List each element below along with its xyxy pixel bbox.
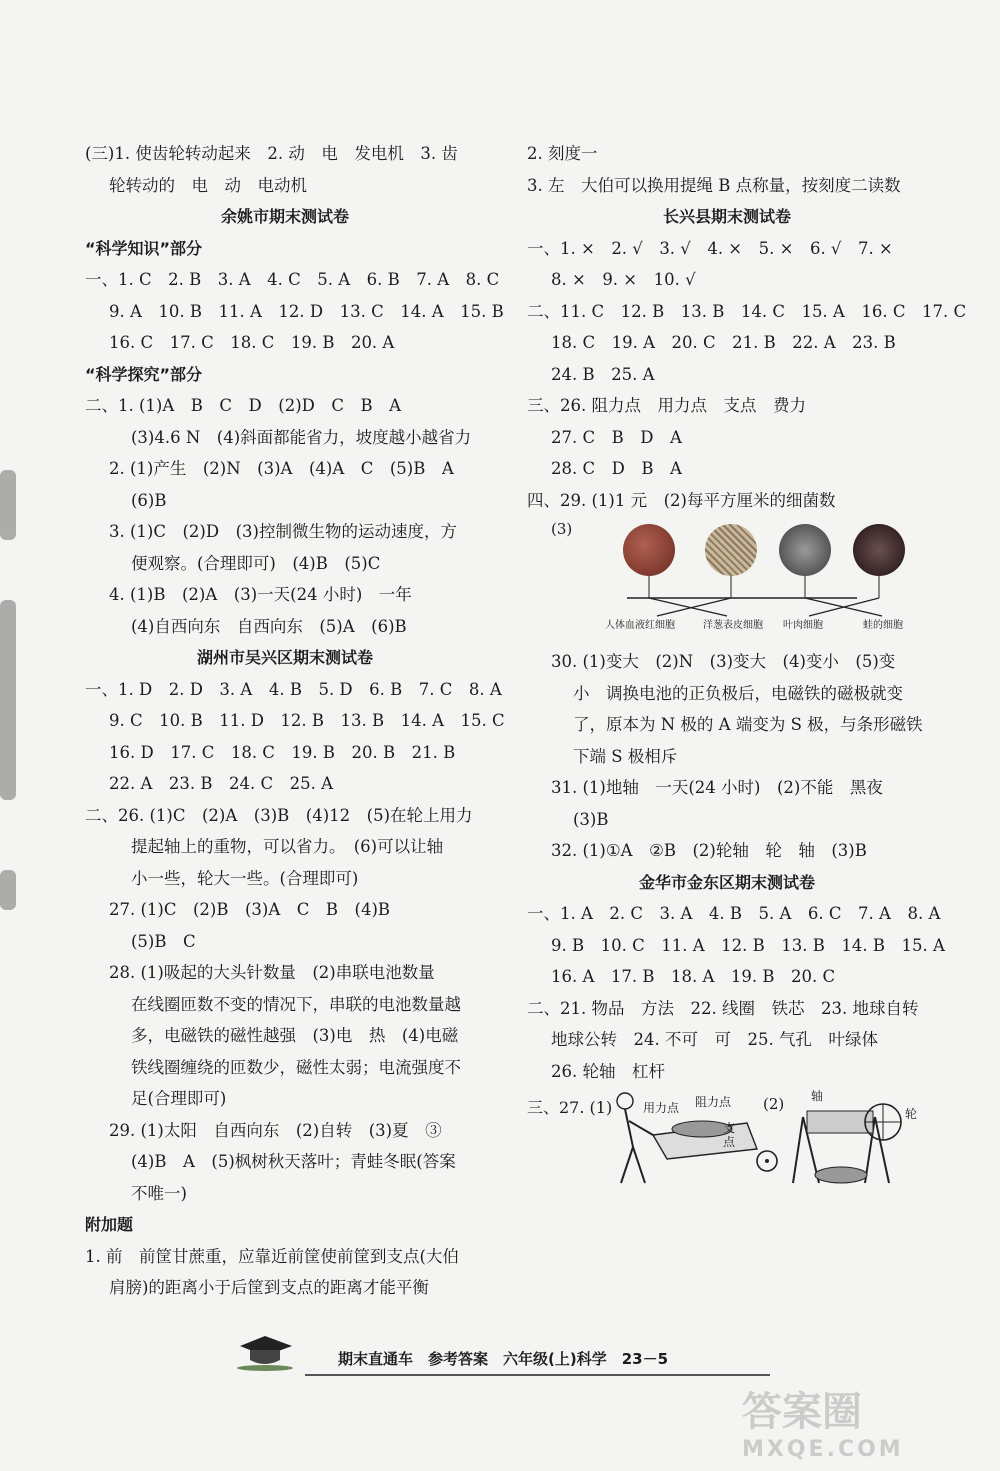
right-answer-line: 16. A 17. B 18. A 19. B 20. C (551, 967, 836, 986)
right-answer-line: 18. C 19. A 20. C 21. B 22. A 23. B (551, 333, 896, 352)
watermark-title: 答案圈 (742, 1389, 862, 1435)
left-answer-line: 1. 前 前筐甘蔗重，应靠近前筐使前筐到支点(大伯 (85, 1246, 459, 1266)
right-answer-line: 8. × 9. × 10. √ (551, 270, 696, 289)
winch-number: (2) (763, 1095, 785, 1113)
right-answer-line: 三、26. 阻力点 用力点 支点 费力 (527, 396, 806, 415)
wheelbarrow-label-load: 阻力点 (695, 1095, 732, 1109)
left-answer-line: 足(合理即可) (131, 1089, 227, 1108)
right-column (527, 138, 967, 1187)
cell-label-leaf: 叶肉细胞 (783, 620, 823, 631)
right-answer-line: 四、29. (1)1 元 (2)每平方厘米的细菌数 (527, 490, 836, 510)
left-answer-line: 一、1. C 2. B 3. A 4. C 5. A 6. B 7. A 8. C (85, 270, 500, 289)
footer (230, 1344, 770, 1374)
right-answer-line: 28. C D B A (551, 459, 682, 478)
wheelbarrow-label-effort: 用力点 (643, 1101, 680, 1115)
right-answer-line: 27. C B D A (551, 427, 682, 447)
right-answer-line: 一、1. × 2. √ 3. √ 4. × 5. × 6. √ 7. × (527, 238, 893, 258)
left-answer-line: 在线圈匝数不变的情况下，串联的电池数量越 (131, 994, 461, 1014)
footer-rule (305, 1374, 770, 1376)
left-answer-line: 16. D 17. C 18. C 19. B 20. B 21. B (109, 742, 456, 762)
right-answer-line: 下端 S 极相斥 (573, 746, 678, 766)
right-answer-line: 32. (1)①A ②B (2)轮轴 轮 轴 (3)B (551, 841, 867, 860)
right-answer-line: 31. (1)地轴 一天(24 小时) (2)不能 黑夜 (551, 778, 883, 797)
right-column-top (527, 138, 967, 516)
right-answer-line: 小 调换电池的正负极后，电磁铁的磁极就变 (573, 683, 903, 703)
left-column (85, 138, 505, 1304)
left-answer-line: (4)自西向东 自西向东 (5)A (6)B (131, 616, 407, 636)
section-title: 附加题 (85, 1215, 134, 1234)
left-answer-line: (3)4.6 N (4)斜面都能省力，坡度越小越省力 (131, 427, 472, 447)
left-answer-line: 9. C 10. B 11. D 12. B 13. B 14. A 15. C (109, 711, 505, 730)
left-answer-line: 铁线圈缠绕的匝数少，磁性太弱；电流强度不 (131, 1057, 461, 1077)
left-answer-line: (5)B C (131, 931, 196, 951)
winch-label-wheel: 轮 (905, 1107, 918, 1121)
right-answer-line: 二、21. 物品 方法 22. 线圈 铁芯 23. 地球自转 (527, 998, 919, 1018)
right-answer-line: 了，原本为 N 极的 A 端变为 S 极，与条形磁铁 (573, 715, 923, 734)
exam-heading: 长兴县期末测试卷 (662, 207, 791, 226)
left-answer-line: 多，电磁铁的磁性越强 (3)电 热 (4)电磁 (131, 1026, 459, 1045)
left-answer-line: 轮转动的 电 动 电动机 (109, 175, 307, 195)
lever-figure (527, 1087, 927, 1187)
left-answer-line: (三)1. 使齿轮转动起来 2. 动 电 发电机 3. 齿 (85, 144, 458, 163)
left-answer-line: (4)B A (5)枫树秋天落叶；青蛙冬眠(答案 (131, 1152, 456, 1171)
winch-drawing (789, 1087, 909, 1187)
cell-figure (527, 520, 927, 642)
left-answer-line: 小一些，轮大一些。(合理即可) (131, 868, 359, 888)
right-answer-line: 地球公转 24. 不可 可 25. 气孔 叶绿体 (551, 1030, 878, 1049)
left-answer-line: 16. C 17. C 18. C 19. B 20. A (109, 333, 395, 352)
exam-heading: 金华市金东区期末测试卷 (638, 872, 815, 892)
right-answer-line: 二、11. C 12. B 13. B 14. C 15. A 16. C 17. C (527, 301, 967, 321)
right-answer-line: 2. 刻度一 (527, 144, 598, 163)
left-answer-line: 28. (1)吸起的大头针数量 (2)串联电池数量 (109, 963, 435, 982)
exam-heading: 湖州市吴兴区期末测试卷 (196, 648, 373, 667)
matching-lines (527, 520, 927, 620)
left-answer-line: 肩膀)的距离小于后筐到支点的距离才能平衡 (109, 1278, 429, 1297)
left-answer-line: (6)B (131, 490, 167, 510)
left-answer-line: 27. (1)C (2)B (3)A C B (4)B (109, 900, 391, 919)
section-title: “科学探究”部分 (85, 364, 203, 384)
cell-label-frog: 蛙的细胞 (863, 620, 903, 631)
right-answer-line: 3. 左 大伯可以换用提绳 B 点称量，按刻度二读数 (527, 175, 901, 195)
cell-figure-number: (3) (551, 520, 573, 538)
left-answer-line: 2. (1)产生 (2)N (3)A (4)A C (5)B A (109, 459, 454, 478)
winch-label-axle: 轴 (811, 1089, 824, 1103)
left-answer-line: 22. A 23. B 24. C 25. A (109, 774, 334, 793)
right-column-bottom (527, 646, 945, 1087)
right-answer-line: (3)B (573, 809, 609, 829)
right-answer-line: 一、1. A 2. C 3. A 4. B 5. A 6. C 7. A 8. A (527, 904, 941, 923)
left-answer-line: 29. (1)太阳 自西向东 (2)自转 (3)夏 ③ (109, 1120, 442, 1140)
cell-label-onion: 洋葱表皮细胞 (703, 620, 763, 631)
scan-edge-mark (0, 600, 16, 800)
right-answer-line: 30. (1)变大 (2)N (3)变大 (4)变小 (5)变 (551, 652, 896, 671)
footer-text: 期末直通车 参考答案 六年级(上)科学 23－5 (338, 1350, 669, 1368)
left-answer-line: 4. (1)B (2)A (3)一天(24 小时) 一年 (109, 585, 412, 604)
watermark (742, 1380, 972, 1468)
right-answer-line: 24. B 25. A (551, 364, 655, 384)
wheelbarrow-label-fulcrum: 支点 (723, 1121, 736, 1149)
right-answer-line: 26. 轮轴 杠杆 (551, 1061, 665, 1081)
figure-prefix: 三、27. (1) (527, 1098, 613, 1117)
right-answer-line: 9. B 10. C 11. A 12. B 13. B 14. B 15. A (551, 935, 945, 955)
graduation-cap-icon (230, 1332, 300, 1372)
left-answer-line: 提起轴上的重物，可以省力。 (6)可以让轴 (131, 837, 444, 856)
left-answer-line: 3. (1)C (2)D (3)控制微生物的运动速度，方 (109, 522, 457, 541)
cell-label-red-blood: 人体血液红细胞 (605, 620, 675, 631)
left-answer-line: 一、1. D 2. D 3. A 4. B 5. D 6. B 7. C 8. A (85, 679, 502, 699)
section-title: “科学知识”部分 (85, 238, 203, 258)
left-answer-line: 便观察。(合理即可) (4)B (5)C (131, 553, 381, 573)
left-answer-line: 9. A 10. B 11. A 12. D 13. C 14. A 15. B (109, 301, 504, 321)
scan-edge-mark (0, 870, 16, 910)
exam-heading: 余姚市期末测试卷 (220, 207, 349, 226)
watermark-url: MXQE.COM (742, 1437, 904, 1462)
left-answer-line: 二、1. (1)A B C D (2)D C B A (85, 396, 402, 415)
left-answer-line: 不唯一) (131, 1183, 187, 1203)
scan-edge-mark (0, 470, 16, 540)
left-answer-line: 二、26. (1)C (2)A (3)B (4)12 (5)在轮上用力 (85, 805, 473, 825)
